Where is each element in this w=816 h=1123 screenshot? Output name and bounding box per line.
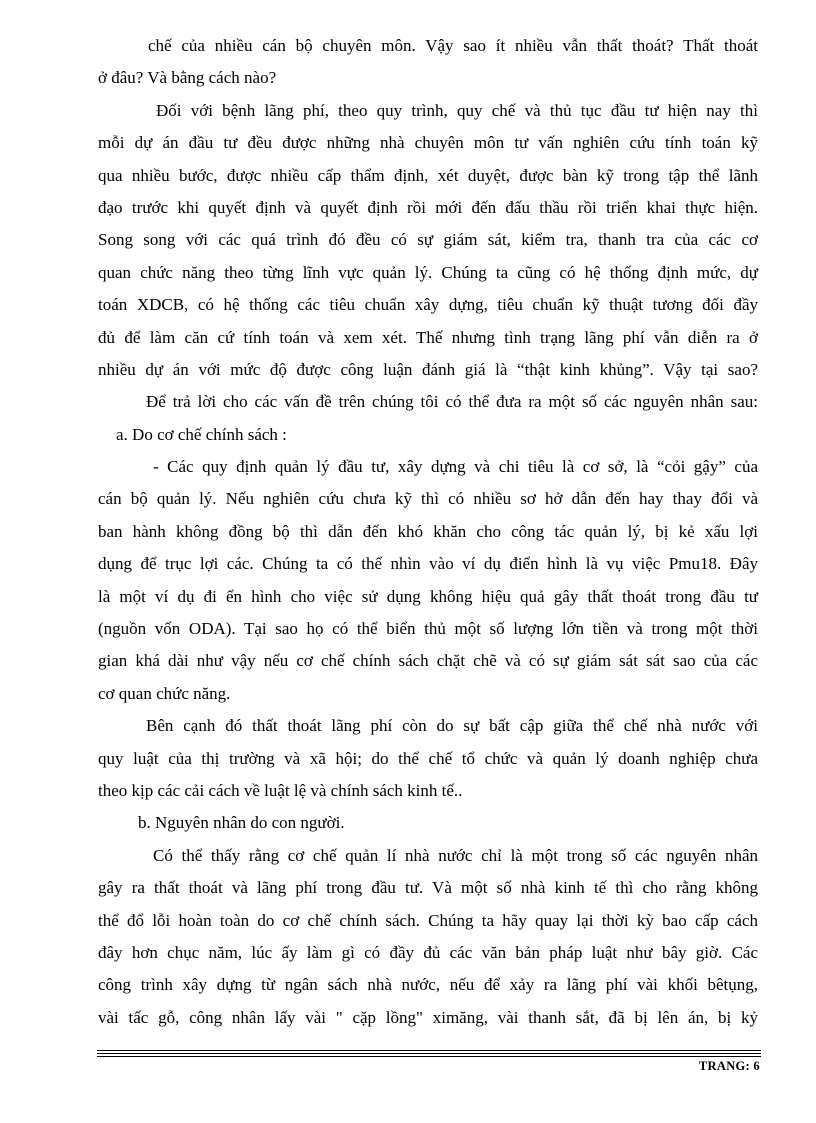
document-body	[98, 30, 758, 1034]
text-line: theo kịp các cải cách về luật lệ và chính sách kinh tế..	[98, 780, 463, 800]
text-line: Để trả lời cho các vấn đề trên chúng tôi có thể đưa ra một số các nguyên nhân sau:	[146, 392, 758, 412]
text-line: nhiều dự án với mức độ được công luận đánh giá là “thật kinh khủng”. Vậy tại sao?	[98, 359, 758, 379]
section-heading-b: b. Nguyên nhân do con người.	[138, 813, 345, 833]
text-line: Song song với các quá trình đó đều có sự giám sát, kiểm tra, thanh tra của các cơ	[98, 230, 758, 250]
text-line: Đối với bệnh lãng phí, theo quy trình, quy chế và thủ tục đầu tư hiện nay thì	[156, 100, 758, 120]
text-line: (nguồn vốn ODA). Tại sao họ có thể biển thủ một số lượng lớn tiền và trong một thời	[98, 619, 758, 639]
text-line: gian khá dài như vậy nếu cơ chế chính sách chặt chẽ và có sự giám sát sát sao của các	[98, 651, 758, 671]
text-line: ban hành không đồng bộ thì dẫn đến khó khăn cho công tác quản lý, bị kẻ xấu lợi	[98, 521, 758, 541]
section-heading-a: a. Do cơ chế chính sách :	[116, 424, 287, 444]
text-line: toán XDCB, có hệ thống các tiêu chuẩn xây dựng, tiêu chuẩn kỹ thuật tương đối đầy	[98, 295, 758, 315]
text-line: Bên cạnh đó thất thoát lãng phí còn do sự bất cập giữa thể chế nhà nước với	[146, 716, 758, 736]
text-line: quy luật của thị trường và xã hội; do thể chế tổ chức và quản lý doanh nghiệp chưa	[98, 748, 758, 768]
text-line: đủ để làm căn cứ tính toán và xem xét. Thế nhưng tình trạng lãng phí vẫn diễn ra ở	[98, 327, 758, 347]
footer-rule	[97, 1056, 761, 1057]
text-line: chế của nhiều cán bộ chuyên môn. Vậy sao ít nhiều vẫn thất thoát? Thất thoát	[148, 36, 758, 55]
footer-rule	[97, 1053, 761, 1054]
text-line: - Các quy định quản lý đầu tư, xây dựng và chi tiêu là cơ sở, là “cỏi gậy” của	[153, 457, 758, 477]
text-line: mỗi dự án đầu tư đều được những nhà chuyên môn tư vấn nghiên cứu tính toán kỹ	[98, 133, 758, 153]
text-line: đạo trước khi quyết định và quyết định rồi mới đến đấu thầu rồi triển khai thực hiện.	[98, 197, 758, 217]
text-line: cán bộ quản lý. Nếu nghiên cứu chưa kỹ thì có nhiều sơ hở dẫn đến hay thay đổi và	[98, 489, 758, 509]
text-line: thể đổ lỗi hoàn toàn do cơ chế chính sách. Chúng ta hãy quay lại thời kỳ bao cấp cách	[98, 910, 758, 930]
page-number: TRANG: 6	[698, 1059, 760, 1073]
text-line: gây ra thất thoát và lãng phí trong đầu tư. Và một số nhà kinh tế thì cho rằng không	[98, 878, 758, 898]
text-line: ở đâu? Và bằng cách nào?	[98, 68, 277, 88]
text-line: qua nhiều bước, được nhiều cấp thẩm định, xét duyệt, được bàn kỹ trong tập thể lãnh	[98, 165, 758, 185]
text-line: công trình xây dựng từ ngân sách nhà nước, nếu để xảy ra lãng phí vài khối bêtụng,	[98, 975, 758, 995]
text-line: vài tấc gỗ, công nhân lấy vài " cặp lồng" ximăng, vài thanh sắt, đã bị lên án, bị kỷ	[98, 1007, 758, 1027]
text-line: dụng để trục lợi các. Chúng ta có thể nhìn vào ví dụ điển hình là vụ việc Pmu18. Đây	[98, 554, 758, 574]
text-line: cơ quan chức năng.	[98, 683, 231, 703]
text-line: Có thể thấy rằng cơ chế quản lí nhà nước chỉ là một trong số các nguyên nhân	[153, 845, 758, 865]
text-line: quan chức năng theo từng lĩnh vực quản lý. Chúng ta cũng có hệ thống định mức, dự	[98, 262, 758, 282]
text-line: đây hơn chục năm, lúc ấy làm gì có đầy đủ các văn bản pháp luật như bây giờ. Các	[98, 942, 758, 962]
footer-rule	[97, 1050, 761, 1051]
text-line: là một ví dụ đi ển hình cho việc sử dụng không hiệu quả gây thất thoát trong đầu tư	[98, 586, 758, 606]
